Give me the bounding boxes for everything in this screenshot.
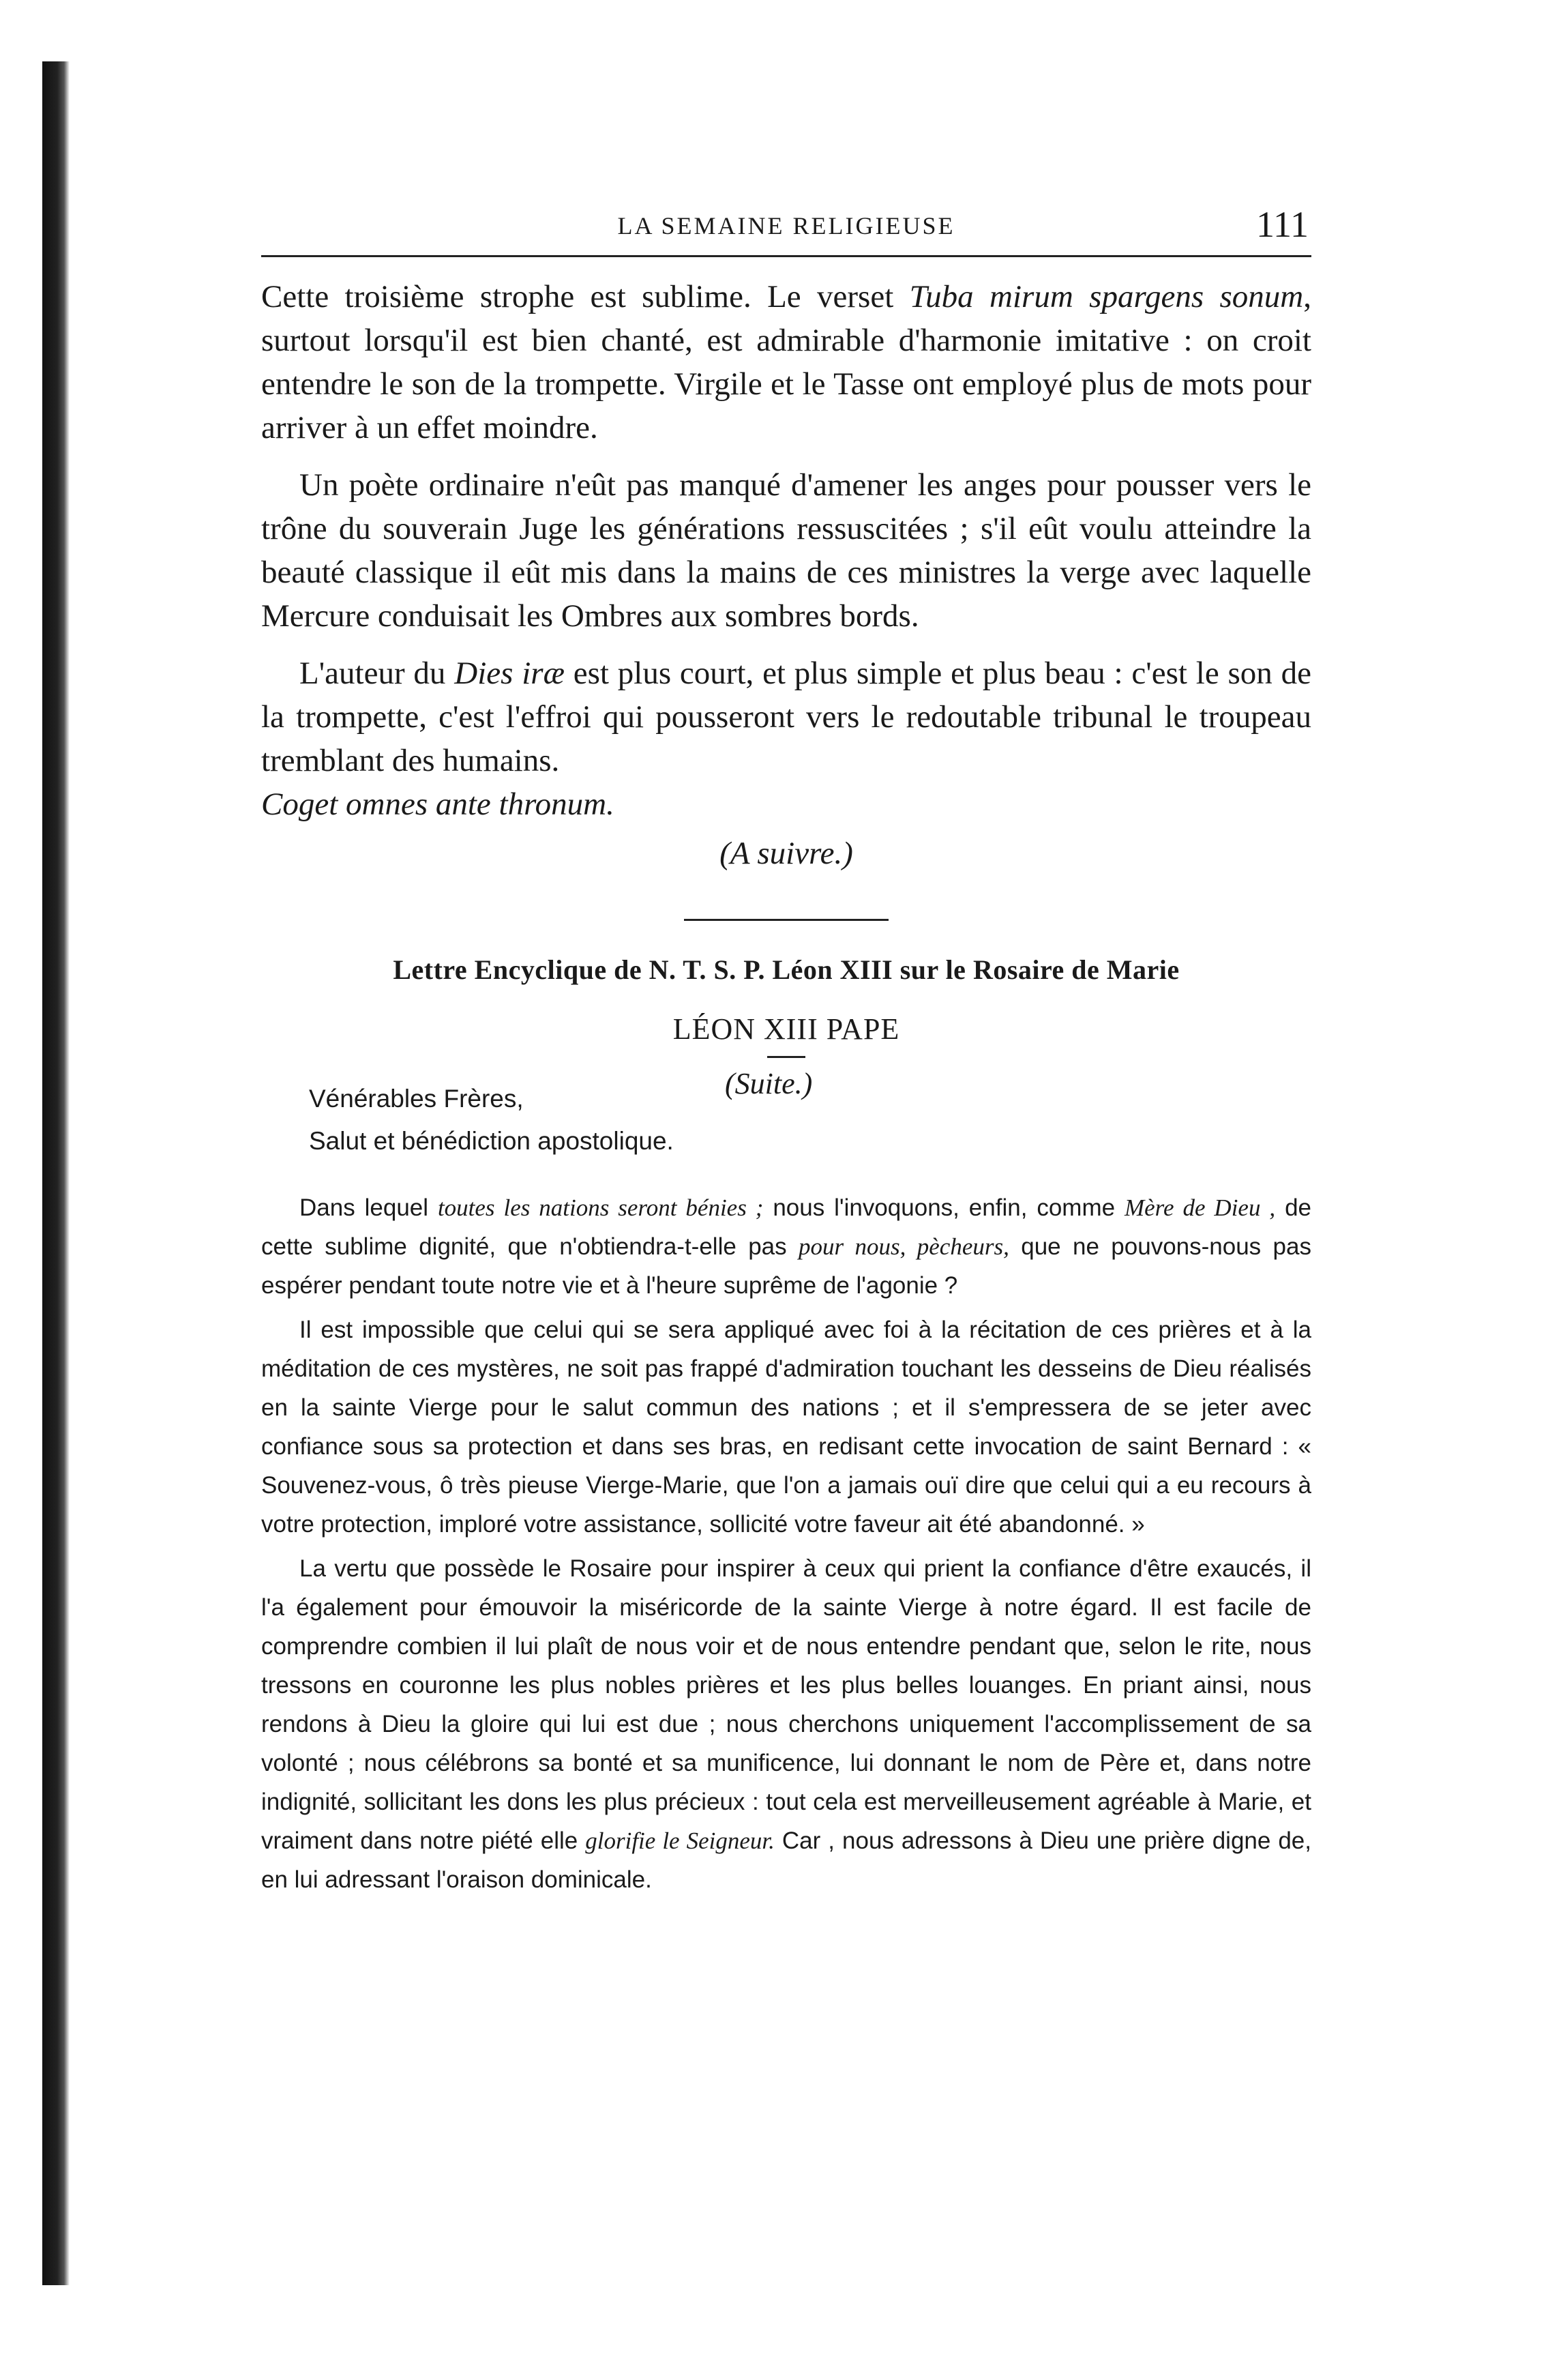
paragraph-text: , surtout lorsqu'il est bien chanté, est admirable d'harmonie imitative : on croit entendre le son de la trompette. Virgile et le Tasse ont employé plus de mots pour arriver à un effet moindre. <box>261 279 1311 445</box>
header-rule <box>261 255 1311 257</box>
book-page <box>261 198 1311 1899</box>
paragraph-auteur <box>261 651 1311 782</box>
encyclical-subtitle: LÉON XIII PAPE <box>672 1012 900 1046</box>
encyclical-title: Lettre Encyclique de N. T. S. P. Léon XIII sur le Rosaire de Marie <box>393 954 1180 985</box>
continued-label: (Suite.) <box>725 1067 813 1100</box>
running-header <box>261 198 1311 252</box>
italic-phrase: toutes les nations seront bénies ; <box>437 1194 764 1221</box>
binding-edge <box>42 61 70 2285</box>
italic-phrase: pour nous, pècheurs, <box>799 1233 1009 1260</box>
latin-quote: Tuba mirum spargens sonum <box>909 279 1304 314</box>
salutation-blessing: Salut et bénédiction apostolique. <box>309 1127 674 1155</box>
paragraph-text: Cette troisième strophe est sublime. Le verset <box>261 279 910 314</box>
italic-phrase: Mère de Dieu , <box>1124 1194 1276 1221</box>
paragraph-text: L'auteur du <box>299 656 455 691</box>
italic-phrase: glorifie le Seigneur. <box>585 1827 775 1854</box>
salutation-address: Vénérables Frères, <box>309 1085 524 1113</box>
paragraph-strophe <box>261 275 1311 450</box>
running-title: LA SEMAINE RELIGIEUSE <box>617 212 955 239</box>
latin-title: Dies iræ <box>454 656 565 691</box>
section-divider <box>684 919 889 921</box>
page-number: 111 <box>1256 204 1309 245</box>
paragraph-text: Car , nous adressons à Dieu une prière digne de, en lui adressant l'oraison dominicale. <box>261 1827 1311 1893</box>
paragraph-dans-lequel <box>261 1188 1311 1305</box>
paragraph-text: nous l'invoquons, enfin, comme <box>763 1194 1125 1221</box>
paragraph-impossible: Il est impossible que celui qui se sera appliqué avec foi à la récitation de ces prières et à la méditation de ces mystères, ne soit pas frappé d'admiration touchant les desseins de Dieu réalisés en la sainte Vierge pour le salut commun des nations ; et il s'empressera de se jeter avec confiance sous sa protection et dans ses bras, en redisant cette invocation de saint Bernard : « Souvenez-vous, ô très pieuse Vierge-Marie, que l'on a jamais ouï dire que celui qui a eu recours à votre protection, imploré votre assistance, sollicité votre faveur ait été abandonné. » <box>261 1317 1311 1538</box>
paragraph-text: que ne pouvons-nous pas espérer pendant toute notre vie et à l'heure suprême de l'agonie ? <box>261 1233 1311 1299</box>
latin-verse: Coget omnes ante thronum. <box>261 787 614 822</box>
subtitle-rule <box>767 1056 805 1058</box>
paragraph-text: de cette sublime dignité, que n'obtiendra-t-elle pas <box>261 1194 1311 1260</box>
paragraph-text: Dans lequel <box>299 1194 438 1221</box>
to-be-continued: (A suivre.) <box>719 836 853 871</box>
paragraph-text: La vertu que possède le Rosaire pour inspirer à ceux qui prient la confiance d'être exaucés, il l'a également pour émouvoir la miséricorde de la sainte Vierge à notre égard. Il est facile de comprendre combien il lui plaît de nous voir et de nous entendre pendant que, selon le rite, nous tressons en couronne les plus nobles prières et les plus belles louanges. En priant ainsi, nous rendons à Dieu la gloire qui lui est due ; nous cherchons uniquement l'accomplissement de sa volonté ; nous célébrons sa bonté et sa munificence, lui donnant le nom de Père et, dans notre indignité, sollicitant les dons les plus précieux : tout cela est merveilleusement agréable à Marie, et vraiment dans notre piété elle <box>261 1555 1311 1854</box>
paragraph-vertu <box>261 1549 1311 1899</box>
paragraph-text: est plus court, et plus simple et plus beau : c'est le son de la trompette, c'est l'effroi qui pousseront vers le redoutable tribunal le troupeau tremblant des humains. <box>261 656 1311 778</box>
paragraph-poete: Un poète ordinaire n'eût pas manqué d'amener les anges pour pousser vers le trône du souverain Juge les générations ressuscitées ; s'il eût voulu atteindre la beauté classique il eût mis dans la mains de ces ministres la verge avec laquelle Mercure conduisait les Ombres aux sombres bords. <box>261 467 1311 634</box>
